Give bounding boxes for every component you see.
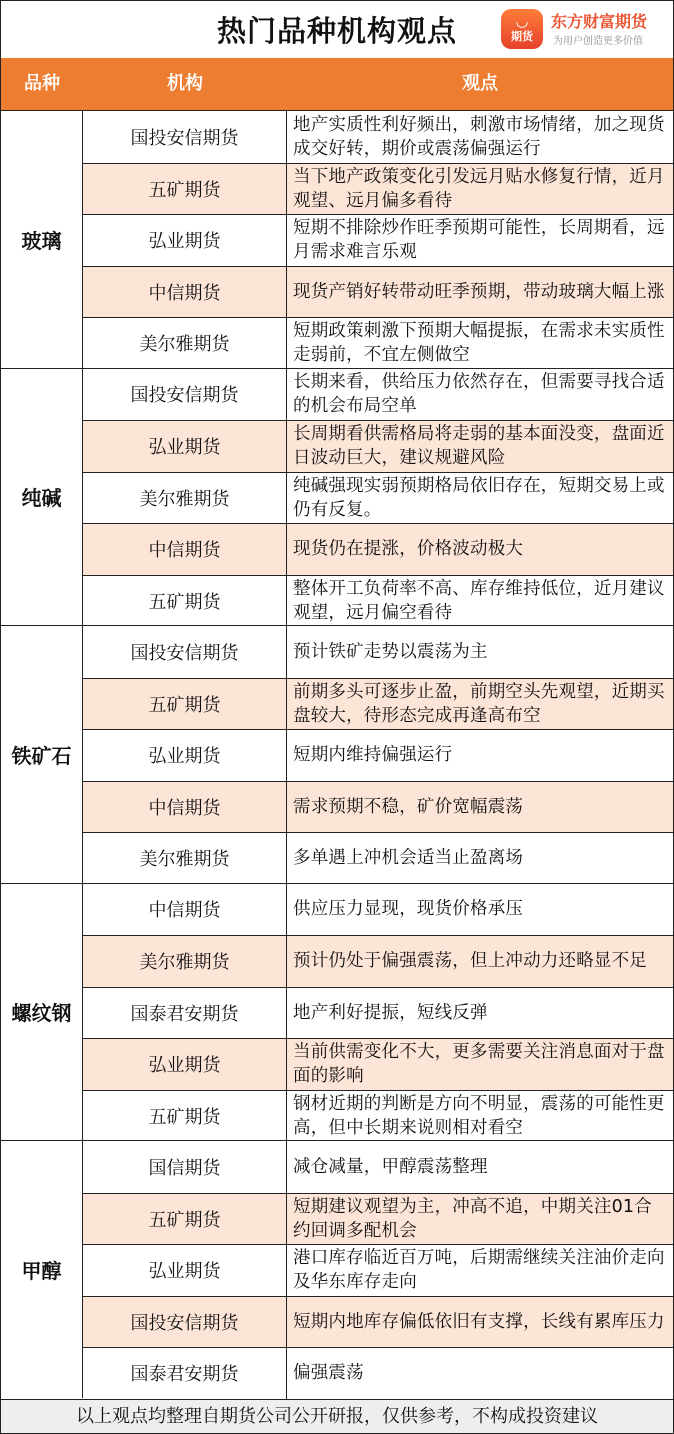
variety-label: 甲醇: [1, 1141, 83, 1398]
table-row: [83, 472, 673, 524]
institution-cell: 美尔雅期货: [83, 936, 287, 987]
table-row: [83, 266, 673, 318]
view-cell: 需求预期不稳，矿价宽幅震荡: [293, 796, 524, 817]
variety-group: [1, 368, 673, 626]
institution-cell: 美尔雅期货: [83, 833, 287, 884]
view-cell: 当下地产政策变化引发远月贴水修复行情，近月观望、远月偏多看待: [293, 166, 665, 211]
column-header-view: 观点: [462, 73, 498, 94]
page-title: 热门品种机构观点: [216, 14, 457, 48]
variety-label: 螺纹钢: [1, 884, 83, 1141]
institution-cell: 国投安信期货: [83, 1297, 287, 1348]
view-cell: 纯碱强现实弱预期格局依旧存在，短期交易上或仍有反复。: [293, 475, 665, 520]
column-header-institution: 机构: [167, 73, 203, 94]
table-row: [83, 1347, 673, 1399]
view-cell: 当前供需变化不大，更多需要关注消息面对于盘面的影响: [293, 1042, 665, 1087]
view-cell: 短期不排除炒作旺季预期可能性，长周期看，远月需求难言乐观: [293, 218, 665, 263]
brand-slogan: 为用户创造更多价值: [553, 36, 643, 47]
institution-cell: 五矿期货: [83, 1194, 287, 1245]
table-row: [83, 369, 673, 421]
institution-cell: 中信期货: [83, 267, 287, 318]
institution-cell: 五矿期货: [83, 1091, 287, 1142]
table-row: [83, 420, 673, 472]
table-row: [83, 111, 673, 163]
table-row: [83, 1296, 673, 1348]
brand-app-icon: [501, 9, 543, 49]
view-cell: 长期来看，供给压力依然存在，但需要寻找合适的机会布局空单: [293, 372, 665, 417]
view-cell: 预计铁矿走势以震荡为主: [293, 641, 488, 662]
institution-cell: 中信期货: [83, 524, 287, 575]
brand-logo: [501, 7, 671, 49]
variety-group: [1, 883, 673, 1141]
table-row: [83, 935, 673, 987]
institution-cell: 国投安信期货: [83, 626, 287, 678]
table-row: [83, 317, 673, 369]
view-cell: 短期内维持偏强运行: [293, 745, 453, 766]
disclaimer: 以上观点均整理自期货公司公开研报，仅供参考，不构成投资建议: [1, 1399, 673, 1433]
view-cell: 长周期看供需格局将走弱的基本面没变，盘面近日波动巨大，建议规避风险: [293, 424, 665, 469]
view-cell: 前期多头可逐步止盈，前期空头先观望，近期买盘较大，待形态完成再逢高布空: [293, 681, 665, 726]
institution-cell: 国投安信期货: [83, 111, 287, 163]
institution-cell: 美尔雅期货: [83, 318, 287, 369]
variety-group: [1, 625, 673, 883]
table-row: [83, 1038, 673, 1090]
view-cell: 短期政策刺激下预期大幅提振，在需求未实质性走弱前，不宜左侧做空: [293, 321, 665, 366]
table-row: [83, 678, 673, 730]
table-row: [83, 832, 673, 884]
view-cell: 偏强震荡: [293, 1363, 364, 1384]
variety-label: 纯碱: [1, 369, 83, 626]
institution-cell: 国泰君安期货: [83, 988, 287, 1039]
institution-cell: 弘业期货: [83, 730, 287, 781]
table-row: [83, 1193, 673, 1245]
table-row: [83, 884, 673, 936]
table-header: [1, 58, 673, 110]
view-cell: 整体开工负荷率不高、库存维持低位，近月建议观望，远月偏空看待: [293, 578, 665, 623]
column-header-variety: 品种: [24, 73, 60, 94]
table-row: [83, 626, 673, 678]
brand-name: 东方财富期货: [551, 12, 648, 31]
institution-cell: 国投安信期货: [83, 369, 287, 421]
institution-cell: 弘业期货: [83, 215, 287, 266]
variety-group: [1, 110, 673, 368]
institution-cell: 五矿期货: [83, 576, 287, 627]
variety-label: 玻璃: [1, 111, 83, 368]
table-row: [83, 1141, 673, 1193]
view-cell: 地产实质性利好频出，刺激市场情绪，加之现货成交好转，期价或震荡偏强运行: [293, 114, 665, 159]
view-cell: 短期内地库存偏低依旧有支撑，长线有累库压力: [293, 1311, 665, 1332]
table-row: [83, 214, 673, 266]
institution-cell: 弘业期货: [83, 1039, 287, 1090]
view-cell: 减仓减量，甲醇震荡整理: [293, 1156, 488, 1177]
table-row: [83, 523, 673, 575]
header: [1, 1, 673, 56]
variety-label: 铁矿石: [1, 626, 83, 883]
view-cell: 港口库存临近百万吨，后期需继续关注油价走向及华东库存走向: [293, 1248, 665, 1293]
table-row: [83, 1090, 673, 1142]
table-row: [83, 575, 673, 627]
institution-cell: 美尔雅期货: [83, 473, 287, 524]
table-row: [83, 163, 673, 215]
variety-group: [1, 1140, 673, 1398]
institution-cell: 国泰君安期货: [83, 1348, 287, 1399]
view-cell: 地产利好提振，短线反弹: [293, 1002, 488, 1023]
smile-icon: ◡: [516, 12, 528, 30]
view-cell: 现货产销好转带动旺季预期，带动玻璃大幅上涨: [293, 281, 665, 302]
institution-cell: 中信期货: [83, 782, 287, 833]
view-cell: 多单遇上冲机会适当止盈离场: [293, 848, 524, 869]
brand-icon-label: 期货: [511, 30, 533, 43]
institution-cell: 弘业期货: [83, 1245, 287, 1296]
table-row: [83, 781, 673, 833]
institution-cell: 五矿期货: [83, 679, 287, 730]
institution-cell: 中信期货: [83, 884, 287, 936]
table-row: [83, 729, 673, 781]
view-cell: 现货仍在提涨，价格波动极大: [293, 539, 524, 560]
institution-cell: 五矿期货: [83, 164, 287, 215]
table-row: [83, 987, 673, 1039]
institution-cell: 国信期货: [83, 1141, 287, 1193]
view-cell: 钢材近期的判断是方向不明显，震荡的可能性更高，但中长期来说则相对看空: [293, 1093, 665, 1138]
view-cell: 供应压力显现，现货价格承压: [293, 899, 524, 920]
view-cell: 短期建议观望为主，冲高不追，中期关注01合约回调多配机会: [293, 1196, 652, 1241]
view-cell: 预计仍处于偏强震荡，但上冲动力还略显不足: [293, 951, 647, 972]
table-row: [83, 1244, 673, 1296]
institution-cell: 弘业期货: [83, 421, 287, 472]
